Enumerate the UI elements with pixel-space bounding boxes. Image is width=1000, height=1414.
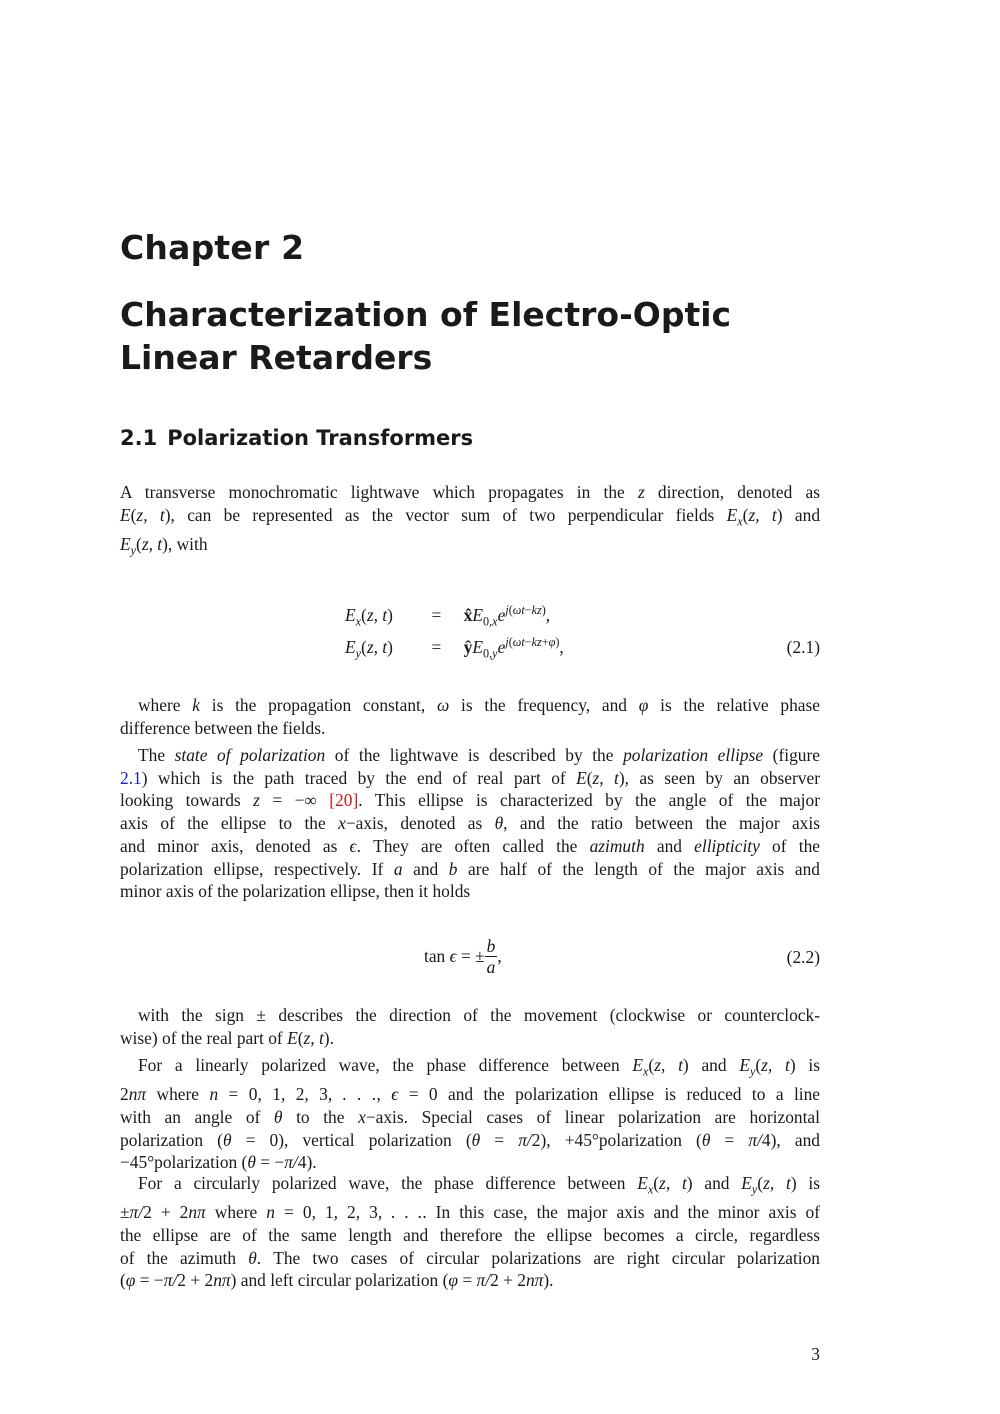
paragraph-intro: A transverse monochromatic lightwave which propagates in the z direction, denoted as E(z, t), can be represented as the vector sum of two perpendicular fields $E_x(z$, t) and $E_y(z$, t), with <box>120 482 821 558</box>
paragraph-state-of-polarization: The state of polarization of the lightwave is described by the polarization ellipse (figure 2.1) which is the path traced by the end of real part of E(z, t), as seen by an observer looking towards z = −∞ [20]. This ellipse is characterized by the angle of the major axis of the ellipse to the x−axis, denoted as θ, and the ratio between the major axis and minor axis, denoted as ϵ. They are often called the azimuth and ellipticity of the polarization ellipse, respectively. If a and b are half of the length of the major axis and minor axis of the polarization ellipse, then it holds <box>120 745 820 902</box>
citation-link[interactable]: [20] <box>329 790 359 811</box>
paragraph-linear-polarization: For a linearly polarized wave, the phase difference between $E_x(z$, t) and $E_y(z$, t) is 2nπ where n = 0, 1, 2, 3, . . ., ϵ = 0 and the polarization ellipse is reduced to a line with an angle of θ to the x−axis. Special cases of linear polarization are horizontal polarization (θ = 0), vertical polarization (θ = π/2), +45°polarization (θ = π/4), and −45°polarization (θ = −π/4). <box>120 1055 821 1173</box>
section-heading <box>120 426 473 450</box>
page-number: 3 <box>811 1344 820 1364</box>
equation-2-2: tan ϵ = ± $\frac{b}{a}$ , <box>424 936 502 977</box>
section-number: 2.1 <box>120 426 158 450</box>
equation-number-2-2: (2.2) <box>786 947 820 967</box>
figure-reference-link[interactable]: 2.1 <box>120 767 142 788</box>
equation-2-1-line-1: $E_x(z$, $t) = x̂E_{0,x}e^{j(\omega t-kz)}$, <box>345 603 551 629</box>
chapter-title: Characterization of Electro-Optic Linear Retarders <box>120 295 732 377</box>
paragraph-circular-polarization: For a circularly polarized wave, the phase difference between $E_x(z$, t) and $E_y(z$, t) is ±π/2 + 2nπ where n = 0, 1, 2, 3, . . .. In this case, the major axis and the minor axis of the ellipse are of the same length and therefore the ellipse becomes a circle, regardless of the azimuth θ. The two cases of circular polarizations are right circular polarization (φ = −π/2 + 2nπ) and left circular polarization (φ = π/2 + 2nπ). <box>120 1173 821 1291</box>
paragraph-where-k: where k is the propagation constant, ω is the frequency, and φ is the relative phase difference between the fields. <box>120 695 820 738</box>
equation-2-1-line-2: $E_y(z$, $t) = ŷE_{0,y}e^{j(\omega t-kz+\varphi)}$, <box>345 635 564 661</box>
section-title: Polarization Transformers <box>167 426 474 450</box>
paragraph-sign: with the sign ± describes the direction of the movement (clockwise or counterclock- wise) of the real part of E(z, t). <box>120 1005 820 1048</box>
equation-number-2-1: (2.1) <box>786 637 820 657</box>
chapter-label: Chapter 2 <box>120 228 305 267</box>
